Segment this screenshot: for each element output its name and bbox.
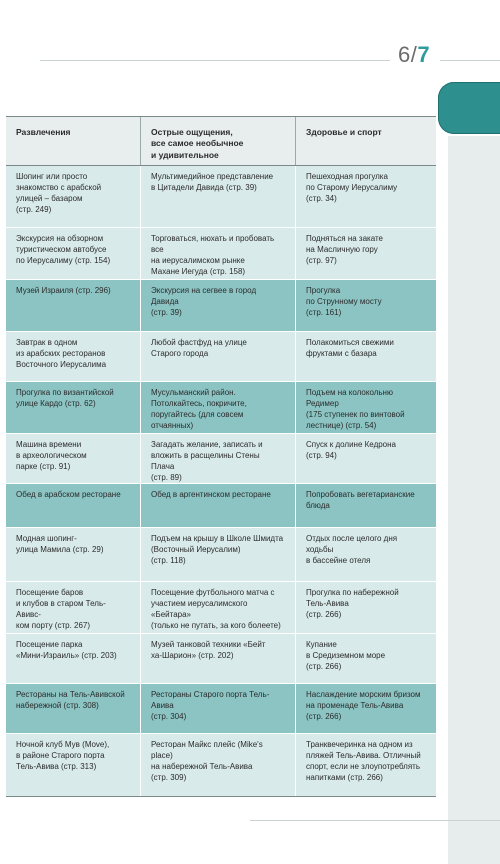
- table-cell: Музей Израиля (стр. 296): [6, 280, 141, 331]
- page-total: 7: [417, 42, 431, 67]
- table-row: [6, 634, 436, 684]
- table-row: [6, 166, 436, 228]
- table-cell: Ночной клуб Мув (Move), в районе Старого порта Тель-Авива (стр. 313): [6, 734, 141, 796]
- table-cell: Загадать желание, записать и вложить в расщелины Стены Плача (стр. 89): [141, 434, 296, 483]
- top-divider-right: [440, 60, 500, 61]
- table-cell: Завтрак в одном из арабских ресторанов Восточного Иерусалима: [6, 332, 141, 381]
- header-entertainment: Развлечения: [6, 117, 141, 165]
- table-cell: Любой фастфуд на улице Старого города: [141, 332, 296, 381]
- table-row: [6, 228, 436, 280]
- table-cell: Шопинг или просто знакомство с арабской улицей – базаром (стр. 249): [6, 166, 141, 227]
- activities-table: [6, 116, 436, 797]
- table-row: [6, 734, 436, 796]
- table-cell: Торговаться, нюхать и пробовать все на иерусалимском рынке Махане Иегуда (стр. 158): [141, 228, 296, 279]
- table-cell: Спуск к долине Кедрона (стр. 94): [306, 440, 396, 461]
- table-cell: Купание в Средиземном море (стр. 266): [306, 640, 386, 671]
- table-cell: Машина времени в археологическом парке (стр. 91): [6, 434, 141, 483]
- table-cell: Попробовать вегетарианские блюда: [306, 490, 415, 511]
- table-cell: Подняться на закате на Масличную гору (стр. 97): [306, 234, 384, 265]
- table-cell: Посещение футбольного матча с участием иерусалимского «Бейтара» (только не путать, за кого болеете): [141, 582, 296, 633]
- table-row: [6, 280, 436, 332]
- table-cell: Рестораны Старого порта Тель-Авива (стр. 304): [141, 684, 296, 733]
- table-cell: Прогулка по Струнному мосту (стр. 161): [306, 286, 382, 317]
- side-stripe: [448, 136, 500, 864]
- header-thrills: Острые ощущения, все самое необычное и удивительное: [141, 117, 296, 165]
- table-cell: Полакомиться свежими фруктами с базара: [306, 338, 394, 359]
- table-cell: Отдых после целого дня ходьбы в бассейне отеля: [306, 534, 398, 565]
- table-cell: Мусульманский район. Потолкайтесь, покричите, поругайтесь (для совсем отчаянных): [141, 382, 296, 433]
- table-cell: Посещение баров и клубов в старом Тель-Авивс- ком порту (стр. 267): [6, 582, 141, 633]
- table-cell: Прогулка по набережной Тель-Авива (стр. 266): [306, 588, 399, 619]
- table-row: [6, 582, 436, 634]
- side-bookmark-tab[interactable]: [438, 82, 500, 134]
- table-cell: Прогулка по византийской улице Кардо (стр. 62): [6, 382, 141, 433]
- table-cell: Экскурсия на обзорном туристическом автобусе по Иерусалиму (стр. 154): [6, 228, 141, 279]
- page-separator: /: [410, 42, 418, 67]
- table-cell: Модная шопинг- улица Мамила (стр. 29): [6, 528, 141, 581]
- table-cell: Обед в арабском ресторане: [6, 484, 141, 527]
- table-cell: Наслаждение морским бризом на променаде Тель-Авива (стр. 266): [306, 690, 421, 721]
- table-cell: Подъем на крышу в Школе Шмидта (Восточный Иерусалим) (стр. 118): [141, 528, 296, 581]
- header-health-sport: Здоровье и спорт: [306, 127, 382, 137]
- table-row: [6, 684, 436, 734]
- page-current: 6: [398, 42, 411, 67]
- table-cell: Транквечеринка на одном из пляжей Тель-Авива. Отличный спорт, если не злоупотреблять напитками (стр. 266): [306, 740, 421, 782]
- table-row: [6, 484, 436, 528]
- table-cell: Пешеходная прогулка по Старому Иерусалиму (стр. 34): [306, 172, 398, 203]
- table-cell: Подъем на колокольню Редимер (175 ступенек по винтовой лестнице) (стр. 54): [306, 388, 405, 430]
- table-row: [6, 382, 436, 434]
- page-indicator: [398, 42, 430, 68]
- table-cell: Ресторан Майкс плейс (Mike's place) на набережной Тель-Авива (стр. 309): [141, 734, 296, 796]
- top-divider: [40, 60, 390, 61]
- table-cell: Экскурсия на сегвее в город Давида (стр. 39): [141, 280, 296, 331]
- table-cell: Музей танковой техники «Бейт ха-Шарион» (стр. 202): [141, 634, 296, 683]
- table-row: [6, 332, 436, 382]
- table-cell: Рестораны на Тель-Авивской набережной (стр. 308): [6, 684, 141, 733]
- table-header-row: [6, 117, 436, 166]
- table-cell: Обед в аргентинском ресторане: [141, 484, 296, 527]
- table-row: [6, 434, 436, 484]
- table-cell: Мультимедийное представление в Цитадели Давида (стр. 39): [141, 166, 296, 227]
- table-row: [6, 528, 436, 582]
- bottom-divider: [250, 820, 500, 821]
- table-cell: Посещение парка «Мини-Израиль» (стр. 203): [6, 634, 141, 683]
